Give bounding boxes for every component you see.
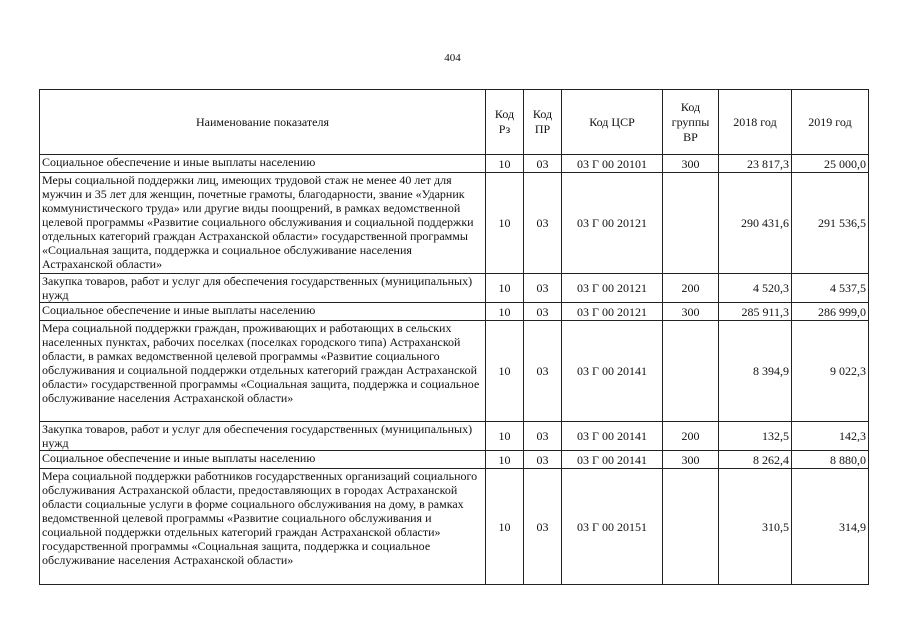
row-2019: 25 000,0 — [792, 155, 869, 173]
table-header-row — [40, 90, 869, 155]
row-name: Меры социальной поддержки лиц, имеющих трудовой стаж не менее 40 лет для мужчин и 35 лет для женщин, почетные грамоты, благодарности, звание «Ударник коммунистического труда» или другие виды поощрений, в рамках ведомственной целевой программы «Развитие социального обслуживания и социальной поддержки отдельных категорий граждан Астраханской области» государственной программы «Социальная защита, поддержка и социальное обслуживание населения Астраханской области» — [40, 173, 486, 274]
row-rz: 10 — [486, 155, 524, 173]
row-rz: 10 — [486, 274, 524, 303]
row-2019: 8 880,0 — [792, 451, 869, 469]
table-row — [40, 274, 869, 303]
table-row — [40, 303, 869, 321]
row-pr: 03 — [524, 274, 562, 303]
row-vr — [663, 469, 719, 585]
row-2018: 290 431,6 — [719, 173, 792, 274]
row-vr: 300 — [663, 155, 719, 173]
row-pr: 03 — [524, 469, 562, 585]
row-pr: 03 — [524, 451, 562, 469]
budget-table — [39, 89, 869, 585]
header-csr: Код ЦСР — [562, 90, 663, 155]
row-pr: 03 — [524, 155, 562, 173]
header-rz: Код Рз — [486, 90, 524, 155]
row-2018: 23 817,3 — [719, 155, 792, 173]
header-vr: Код группы ВР — [663, 90, 719, 155]
row-2018: 4 520,3 — [719, 274, 792, 303]
table-row — [40, 469, 869, 585]
row-csr: 03 Г 00 20101 — [562, 155, 663, 173]
table-row — [40, 321, 869, 422]
table-row — [40, 451, 869, 469]
row-2019: 286 999,0 — [792, 303, 869, 321]
row-2018: 132,5 — [719, 422, 792, 451]
row-pr: 03 — [524, 422, 562, 451]
page-number: 404 — [444, 52, 461, 64]
row-2019: 142,3 — [792, 422, 869, 451]
row-vr — [663, 173, 719, 274]
row-vr: 200 — [663, 274, 719, 303]
row-rz: 10 — [486, 321, 524, 422]
row-name: Социальное обеспечение и иные выплаты населению — [40, 451, 486, 469]
header-2018: 2018 год — [719, 90, 792, 155]
header-name: Наименование показателя — [40, 90, 486, 155]
row-name: Мера социальной поддержки граждан, проживающих и работающих в сельских населенных пунктах, рабочих поселках (поселках городского типа) Астраханской области, в рамках ведомственной целевой программы «Развитие социального обслуживания и социальной поддержки отдельных категорий граждан Астраханской области» государственной программы «Социальная защита, поддержка и социальное обслуживание населения Астраханской области» — [40, 321, 486, 422]
row-vr: 300 — [663, 451, 719, 469]
row-vr: 200 — [663, 422, 719, 451]
row-name: Социальное обеспечение и иные выплаты населению — [40, 155, 486, 173]
row-pr: 03 — [524, 173, 562, 274]
row-name: Закупка товаров, работ и услуг для обеспечения государственных (муниципальных) нужд — [40, 274, 486, 303]
row-2019: 291 536,5 — [792, 173, 869, 274]
table-row — [40, 155, 869, 173]
row-pr: 03 — [524, 303, 562, 321]
header-2019: 2019 год — [792, 90, 869, 155]
row-csr: 03 Г 00 20141 — [562, 321, 663, 422]
row-csr: 03 Г 00 20121 — [562, 303, 663, 321]
row-2019: 4 537,5 — [792, 274, 869, 303]
row-2019: 314,9 — [792, 469, 869, 585]
row-2018: 310,5 — [719, 469, 792, 585]
row-2018: 8 262,4 — [719, 451, 792, 469]
row-2018: 285 911,3 — [719, 303, 792, 321]
row-csr: 03 Г 00 20141 — [562, 451, 663, 469]
row-csr: 03 Г 00 20121 — [562, 173, 663, 274]
row-name: Закупка товаров, работ и услуг для обеспечения государственных (муниципальных) нужд — [40, 422, 486, 451]
row-2019: 9 022,3 — [792, 321, 869, 422]
row-name: Мера социальной поддержки работников государственных организаций социального обслуживания Астраханской области, предоставляющих в городах Астраханской области социальные услуги в форме социального обслуживания на дому, в рамках ведомственной целевой программы «Развитие социального обслуживания и социальной поддержки отдельных категорий граждан Астраханской области» государственной программы «Социальная защита, поддержка и социальное обслуживание населения Астраханской области» — [40, 469, 486, 585]
row-vr — [663, 321, 719, 422]
header-pr: Код ПР — [524, 90, 562, 155]
row-2018: 8 394,9 — [719, 321, 792, 422]
row-pr: 03 — [524, 321, 562, 422]
row-csr: 03 Г 00 20141 — [562, 422, 663, 451]
row-rz: 10 — [486, 422, 524, 451]
row-rz: 10 — [486, 303, 524, 321]
row-vr: 300 — [663, 303, 719, 321]
row-csr: 03 Г 00 20151 — [562, 469, 663, 585]
table-row — [40, 173, 869, 274]
row-name: Социальное обеспечение и иные выплаты населению — [40, 303, 486, 321]
table-row — [40, 422, 869, 451]
row-rz: 10 — [486, 469, 524, 585]
row-rz: 10 — [486, 173, 524, 274]
row-csr: 03 Г 00 20121 — [562, 274, 663, 303]
row-rz: 10 — [486, 451, 524, 469]
